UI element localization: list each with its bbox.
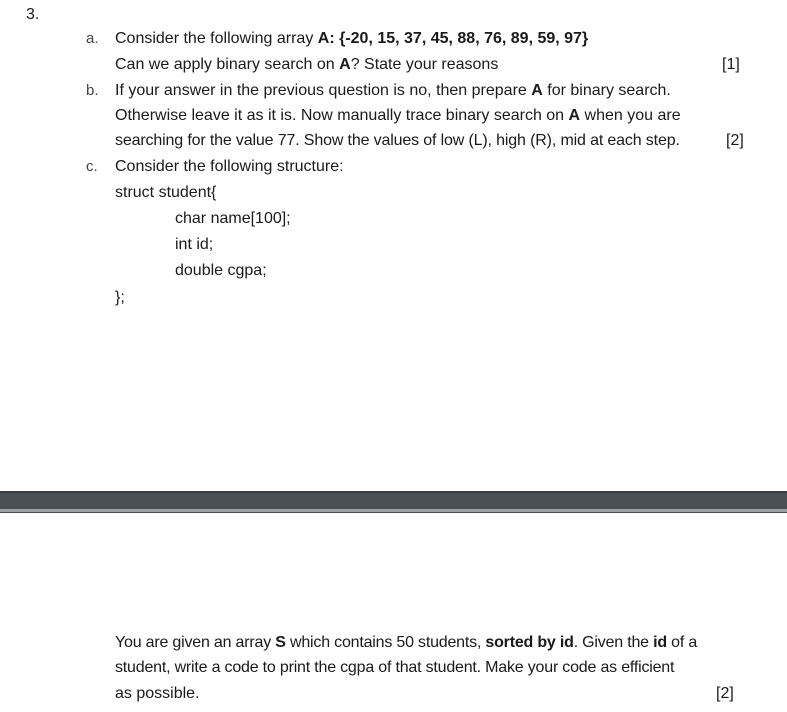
continuation-text-4: of a: [666, 634, 698, 651]
part-b-line-3: searching for the value 77. Show the values of low (L), high (R), mid at each step.: [115, 132, 680, 149]
part-a-line-2-prefix: Can we apply binary search on: [115, 56, 340, 73]
code-field-id: int id;: [175, 236, 214, 253]
code-struct-close: };: [115, 289, 125, 306]
continuation-marks: [2]: [716, 685, 734, 702]
array-a-ref: A: [531, 82, 543, 99]
page-divider-edge: [0, 509, 787, 512]
array-s-ref: S: [275, 634, 286, 651]
id-emphasis: id: [653, 634, 667, 651]
part-b-line-2: [115, 106, 681, 126]
array-a-definition: A: {-20, 15, 37, 45, 88, 76, 89, 59, 97}: [317, 30, 589, 47]
continuation-line-1: [115, 633, 697, 653]
continuation-line-3: as possible.: [115, 685, 200, 702]
part-b-marks: [2]: [726, 132, 744, 149]
array-a-ref: A: [568, 107, 581, 124]
part-b-marker: b.: [86, 82, 99, 99]
question-number: 3.: [26, 6, 40, 23]
code-field-cgpa: double cgpa;: [175, 262, 267, 279]
part-a-line-2: [115, 55, 498, 75]
code-struct-open: struct student{: [115, 184, 217, 201]
continuation-text-2: which contains 50 students,: [285, 634, 486, 651]
continuation-text-1: You are given an array: [115, 634, 276, 651]
part-b-line-2-prefix: Otherwise leave it as it is. Now manually trace binary search on: [115, 107, 569, 124]
part-a-marker: a.: [86, 30, 99, 47]
part-a-line-2-suffix: ? State your reasons: [350, 56, 499, 73]
part-b-line-1: [115, 81, 671, 101]
part-b-line-1-suffix: for binary search.: [542, 82, 671, 99]
part-a-line-1-text: Consider the following array: [115, 30, 318, 47]
continuation-text-3: . Given the: [573, 634, 654, 651]
part-c-line-1: Consider the following structure:: [115, 158, 344, 175]
code-field-name: char name[100];: [175, 210, 291, 227]
part-a-line-1: [115, 29, 588, 49]
continuation-line-2: student, write a code to print the cgpa of that student. Make your code as efficient: [115, 659, 675, 676]
part-a-marks: [1]: [722, 56, 740, 73]
part-b-line-2-suffix: when you are: [580, 107, 681, 124]
part-c-marker: c.: [86, 158, 98, 175]
array-a-ref: A: [339, 56, 351, 73]
sorted-by-id-emphasis: sorted by id: [485, 634, 574, 651]
part-b-line-1-prefix: If your answer in the previous question is no, then prepare: [115, 82, 532, 99]
